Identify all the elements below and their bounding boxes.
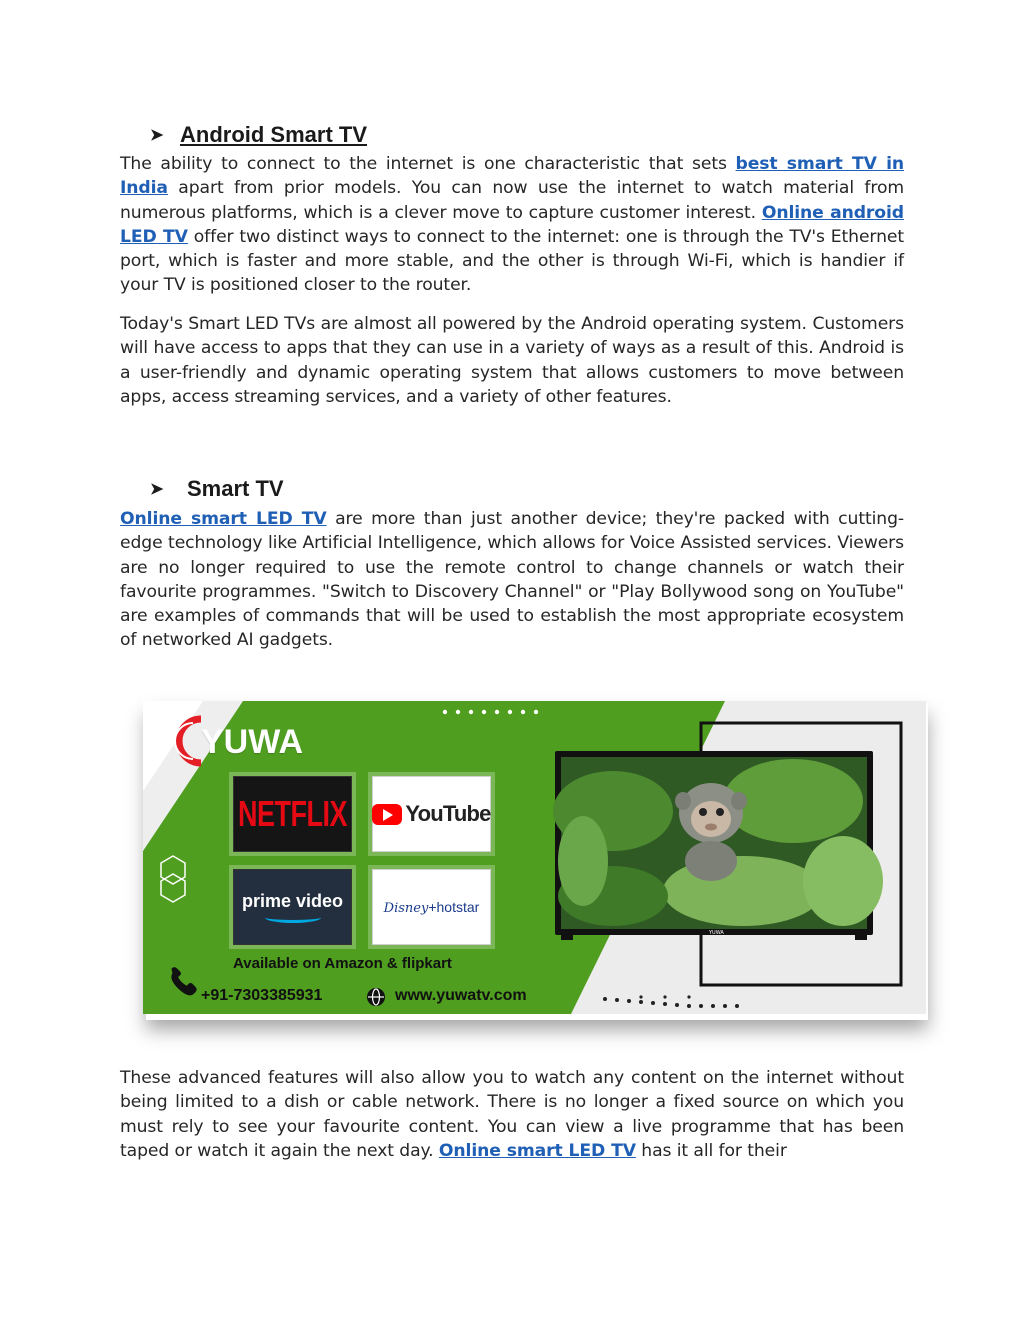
paragraph-android-2: Today's Smart LED TVs are almost all powered by the Android operating system. Customers will have access to apps that they can use in a variety of ways as a result of this. Android is a user-friendly and dynamic operating system that allows customers to move between apps, access streaming services, and a variety of other features. bbox=[120, 314, 904, 407]
heading-text: Smart TV bbox=[187, 476, 284, 501]
link-online-smart-led-tv[interactable]: Online smart LED TV bbox=[120, 509, 327, 529]
hotstar-text: hotstar bbox=[436, 898, 480, 915]
amazon-smile-icon bbox=[265, 912, 321, 923]
arrow-bullet-icon: ➤ bbox=[150, 481, 164, 498]
disney-text: Disney bbox=[383, 900, 429, 916]
text-run: are more than just another device; they're packed with cutting-edge technology like Artificial Intelligence, which allows for Voice Assisted services. Viewers are no longer required to use the remote control to change channels or watch their favourite programmes. "Switch to Discovery Channel" or "Play Bollywood song on YouTube" are examples of commands that will be used to establish the most appropriate ecosystem of networked AI gadgets. bbox=[120, 509, 904, 651]
yuwa-promo-banner bbox=[143, 701, 926, 1014]
tv-brand-label: YUWA bbox=[709, 930, 724, 936]
link-online-android-led-tv[interactable]: Online android LED TV bbox=[120, 202, 904, 247]
text-run: offer two distinct ways to connect to the internet: one is through the TV's Ethernet port, which is faster and more stable, and the other is through Wi-Fi, which is handier if your TV is positioned closer to the router. bbox=[120, 226, 904, 296]
link-online-smart-led-tv-2[interactable]: Online smart LED TV bbox=[438, 1140, 636, 1161]
paragraph-smart-tv bbox=[120, 507, 904, 653]
text-run: The ability to connect to the internet is one characteristic that sets bbox=[120, 154, 736, 174]
tile-disney-hotstar bbox=[372, 869, 491, 945]
section-heading-smart-tv bbox=[150, 476, 284, 502]
disney-hotstar-logo bbox=[384, 899, 480, 916]
tile-prime-video bbox=[233, 869, 352, 945]
link-best-smart-tv[interactable]: best smart TV in India bbox=[120, 154, 904, 199]
netflix-logo-text: NETFLIX bbox=[238, 793, 347, 834]
heading-text: Android Smart TV bbox=[180, 122, 368, 147]
tile-youtube bbox=[372, 776, 491, 852]
arrow-bullet-icon: ➤ bbox=[150, 127, 164, 144]
section-heading-android-smart-tv bbox=[150, 122, 367, 148]
available-on-text: Available on Amazon & flipkart bbox=[233, 955, 452, 972]
prime-video-text: prime video bbox=[241, 890, 344, 911]
globe-icon bbox=[368, 989, 384, 1005]
youtube-logo-text: YouTube bbox=[405, 801, 491, 826]
tile-netflix bbox=[233, 776, 352, 852]
text-run: has it all for their bbox=[635, 1140, 787, 1161]
paragraph-advanced-features bbox=[120, 1066, 904, 1163]
phone-number: +91-7303385931 bbox=[201, 987, 323, 1004]
yuwa-logo-text: YUWA bbox=[201, 723, 303, 761]
paragraph-android-1 bbox=[120, 152, 904, 298]
website-url: www.yuwatv.com bbox=[395, 987, 527, 1004]
prime-video-logo bbox=[242, 892, 343, 923]
plus-text: + bbox=[428, 898, 437, 915]
text-run: These advanced features will also allow you to watch any content on the internet without being limited to a dish or cable network. There is no longer a fixed source on which you must rely to see your favourite content. You can view a live programme that has been taped or watch it again the next day. bbox=[120, 1068, 904, 1161]
text-run: apart from prior models. You can now use the internet to watch material from numerous platforms, which is a clever move to capture customer interest. bbox=[120, 178, 904, 223]
youtube-logo bbox=[372, 801, 490, 827]
youtube-play-icon bbox=[372, 804, 402, 825]
